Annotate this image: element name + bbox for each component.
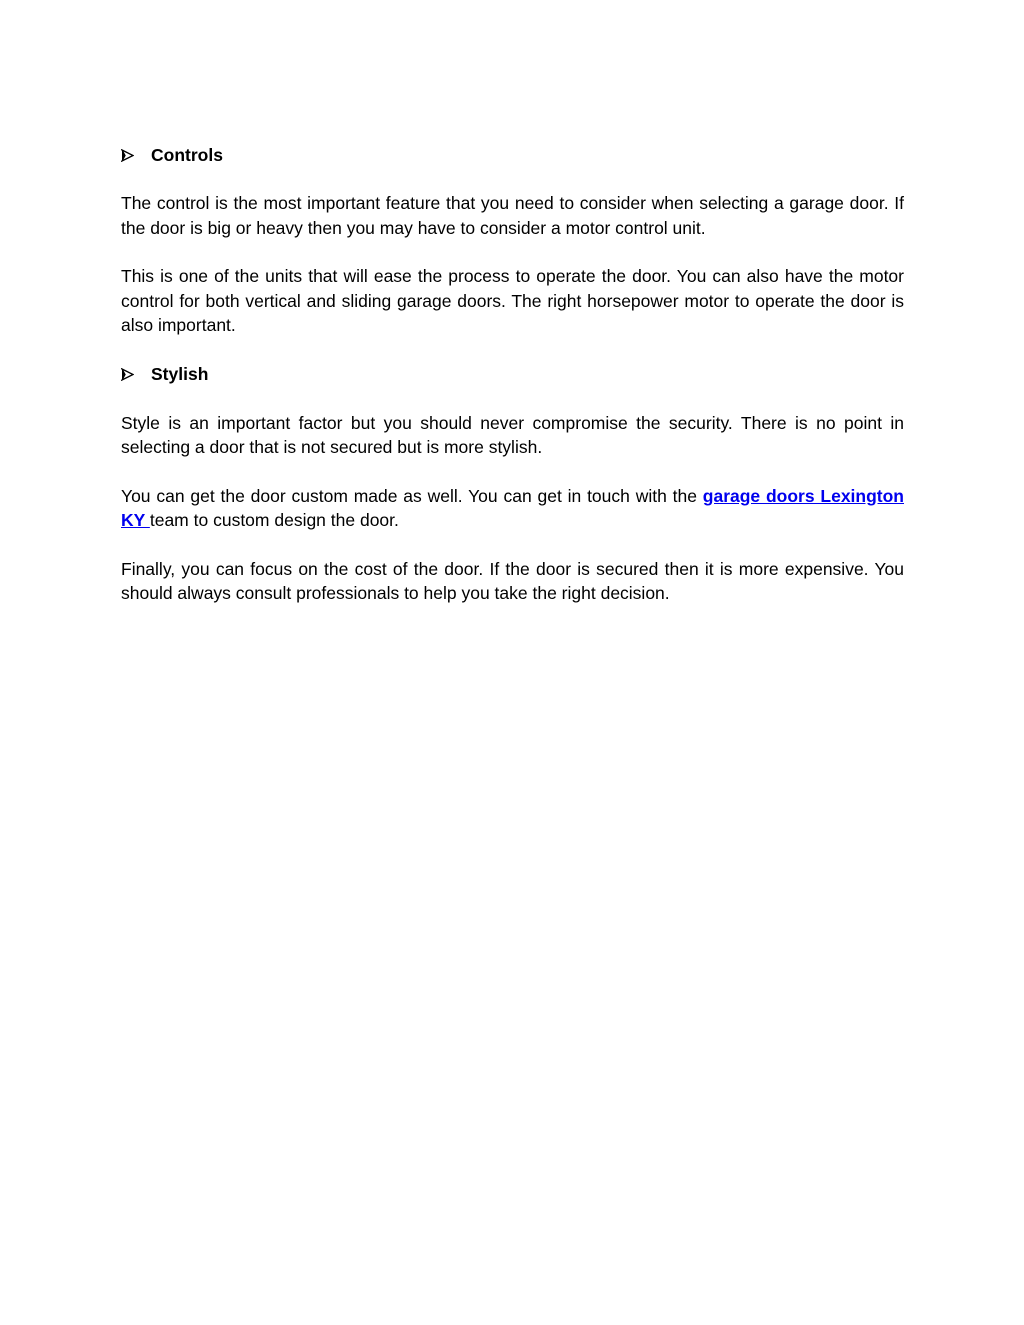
section-heading-stylish	[121, 362, 904, 388]
document-body	[121, 142, 904, 606]
section-heading-controls	[121, 142, 904, 168]
paragraph: Style is an important factor but you should never compromise the security. There is no point in selecting a door that is not secured but is more stylish.	[121, 412, 904, 457]
paragraph-text: You can get the door custom made as well. You can get in touch with the	[121, 485, 703, 506]
paragraph: Finally, you can focus on the cost of the door. If the door is secured then it is more expensive. You should always consult professionals to help you take the right decision.	[121, 558, 904, 603]
paragraph: This is one of the units that will ease the process to operate the door. You can also have the motor control for both vertical and sliding garage doors. The right horsepower motor to operate the door is also important.	[121, 266, 904, 335]
arrowhead-bullet-icon	[121, 149, 151, 162]
paragraph-text: team to custom design the door.	[149, 510, 399, 530]
garage-doors-lexington-link[interactable]: garage doors Lexington KY	[121, 485, 904, 530]
heading-text: Stylish	[151, 364, 209, 384]
paragraph: The control is the most important feature that you need to consider when selecting a garage door. If the door is big or heavy then you may have to consider a motor control unit.	[121, 193, 904, 238]
heading-text: Controls	[151, 144, 223, 165]
paragraph-with-link	[121, 484, 904, 533]
arrowhead-bullet-icon	[121, 368, 151, 381]
